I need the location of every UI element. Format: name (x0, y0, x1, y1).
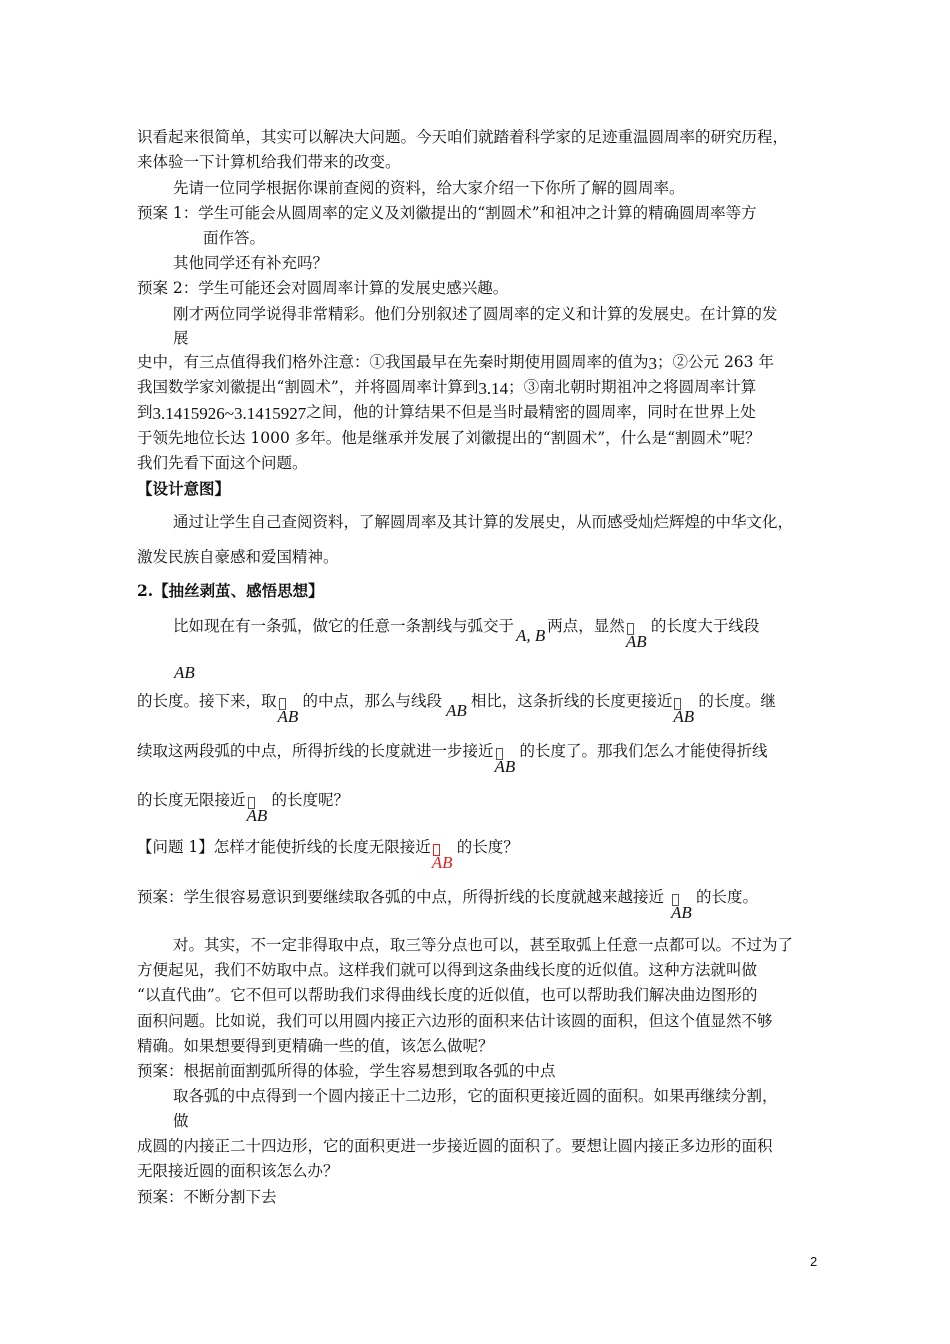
question-1: 【问题 1】怎样才能使折线的长度无限接近 AB 的长度？ (137, 838, 519, 872)
pi-range: 3.1415926~3.1415927 (152, 404, 307, 423)
paragraph-line: 到3.1415926~3.1415927之间，他的计算结果不但是当时最精密的圆周率，同时在世界上处 (137, 403, 756, 423)
plan-line: 预案：学生很容易意识到要继续取各弧的中点，所得折线的长度就越来越接近 AB 的长度。 (137, 888, 759, 922)
arc-ab-symbol: AB (625, 623, 651, 645)
arc-ab-symbol: AB (670, 894, 696, 916)
pi-value-3-14: 3.14 (478, 379, 509, 398)
paragraph-line: 续取这两段弧的中点，所得折线的长度就进一步接近 AB 的长度了。那我们怎么才能使得折线 (137, 742, 768, 776)
paragraph-line: 我们先看下面这个问题。 (137, 454, 308, 472)
paragraph-line: 刚才两位同学说得非常精彩。他们分别叙述了圆周率的定义和计算的发展史。在计算的发 (173, 305, 778, 323)
paragraph-line: 方便起见，我们不妨取中点。这样我们就可以得到这条曲线长度的近似值。这种方法就叫做 (137, 961, 758, 979)
paragraph-line: 我国数学家刘徽提出“割圆术”，并将圆周率计算到3.14；③南北朝时期祖冲之将圆周率计算 (137, 378, 757, 398)
paragraph-line: 识看起来很简单，其实可以解决大问题。今天咱们就踏着科学家的足迹重温圆周率的研究历程， (137, 128, 789, 146)
paragraph-line: 先请一位同学根据你课前查阅的资料，给大家介绍一下你所了解的圆周率。 (173, 179, 685, 197)
paragraph-line: 其他同学还有补充吗？ (173, 254, 329, 272)
paragraph-line: 的长度。接下来，取 AB 的中点，那么与线段 AB 相比，这条折线的长度更接近 AB 的长度。继 (137, 692, 776, 726)
paragraph-line: 精确。如果想要得到更精确一些的值，该怎么做呢？ (137, 1037, 494, 1055)
paragraph-line: 于领先地位长达 1000 多年。他是继承并发展了刘徽提出的“割圆术”，什么是“割圆术”呢？ (137, 429, 761, 447)
paragraph-line: 面积问题。比如说，我们可以用圆内接正六边形的面积来估计该圆的面积，但这个值显然不够 (137, 1012, 773, 1030)
paragraph-line: 成圆的内接正二十四边形，它的面积更进一步接近圆的面积了。要想让圆内接正多边形的面积 (137, 1137, 773, 1155)
paragraph-line: 做 (173, 1112, 189, 1130)
points-a-b: A, B (516, 626, 546, 645)
paragraph-line: 激发民族自豪感和爱国精神。 (137, 548, 339, 566)
paragraph-line: 史中，有三点值得我们格外注意：①我国最早在先秦时期使用圆周率的值为3；②公元 263 年 (137, 353, 774, 373)
plan-line: 预案：不断分割下去 (137, 1188, 277, 1206)
plan-1-line: 预案 1：学生可能会从圆周率的定义及刘徽提出的“割圆术”和祖冲之计算的精确圆周率等方 (137, 204, 757, 222)
paragraph-line: 取各弧的中点得到一个圆内接正十二边形，它的面积更接近圆的面积。如果再继续分割， (173, 1087, 778, 1105)
segment-ab: AB (446, 701, 467, 720)
paragraph-line: 通过让学生自己查阅资料，了解圆周率及其计算的发展史，从而感受灿烂辉煌的中华文化， (173, 513, 794, 531)
page-number: 2 (810, 1254, 818, 1269)
pi-value-3: 3 (648, 354, 658, 373)
paragraph-line: 来体验一下计算机给我们带来的改变。 (137, 153, 401, 171)
arc-ab-symbol: AB (277, 698, 303, 720)
paragraph-line: 展 (173, 329, 189, 347)
paragraph-line: “以直代曲”。它不但可以帮助我们求得曲线长度的近似值，也可以帮助我们解决曲边图形的 (137, 986, 758, 1004)
arc-ab-symbol-red: AB (431, 844, 457, 866)
plan-line: 预案：根据前面割弧所得的体验，学生容易想到取各弧的中点 (137, 1062, 556, 1080)
plan-2-line: 预案 2：学生可能还会对圆周率计算的发展史感兴趣。 (137, 279, 509, 297)
paragraph-line: 对。其实，不一定非得取中点，取三等分点也可以，甚至取弧上任意一点都可以。不过为了 (173, 936, 794, 954)
paragraph-line: 比如现在有一条弧，做它的任意一条割线与弧交于 A, B 两点，显然 AB 的长度大于线段 (173, 617, 760, 651)
arc-ab-symbol: AB (494, 748, 520, 770)
section-heading-design-intent: 【设计意图】 (137, 479, 231, 498)
paragraph-line: 的长度无限接近 AB 的长度呢？ (137, 791, 350, 825)
segment-ab: AB (174, 663, 195, 682)
paragraph-line: 无限接近圆的面积该怎么办？ (137, 1162, 339, 1180)
arc-ab-symbol: AB (246, 797, 272, 819)
section-heading-2: 2.【抽丝剥茧、感悟思想】 (137, 581, 324, 600)
paragraph-line: 面作答。 (203, 229, 266, 247)
arc-ab-symbol: AB (672, 698, 698, 720)
